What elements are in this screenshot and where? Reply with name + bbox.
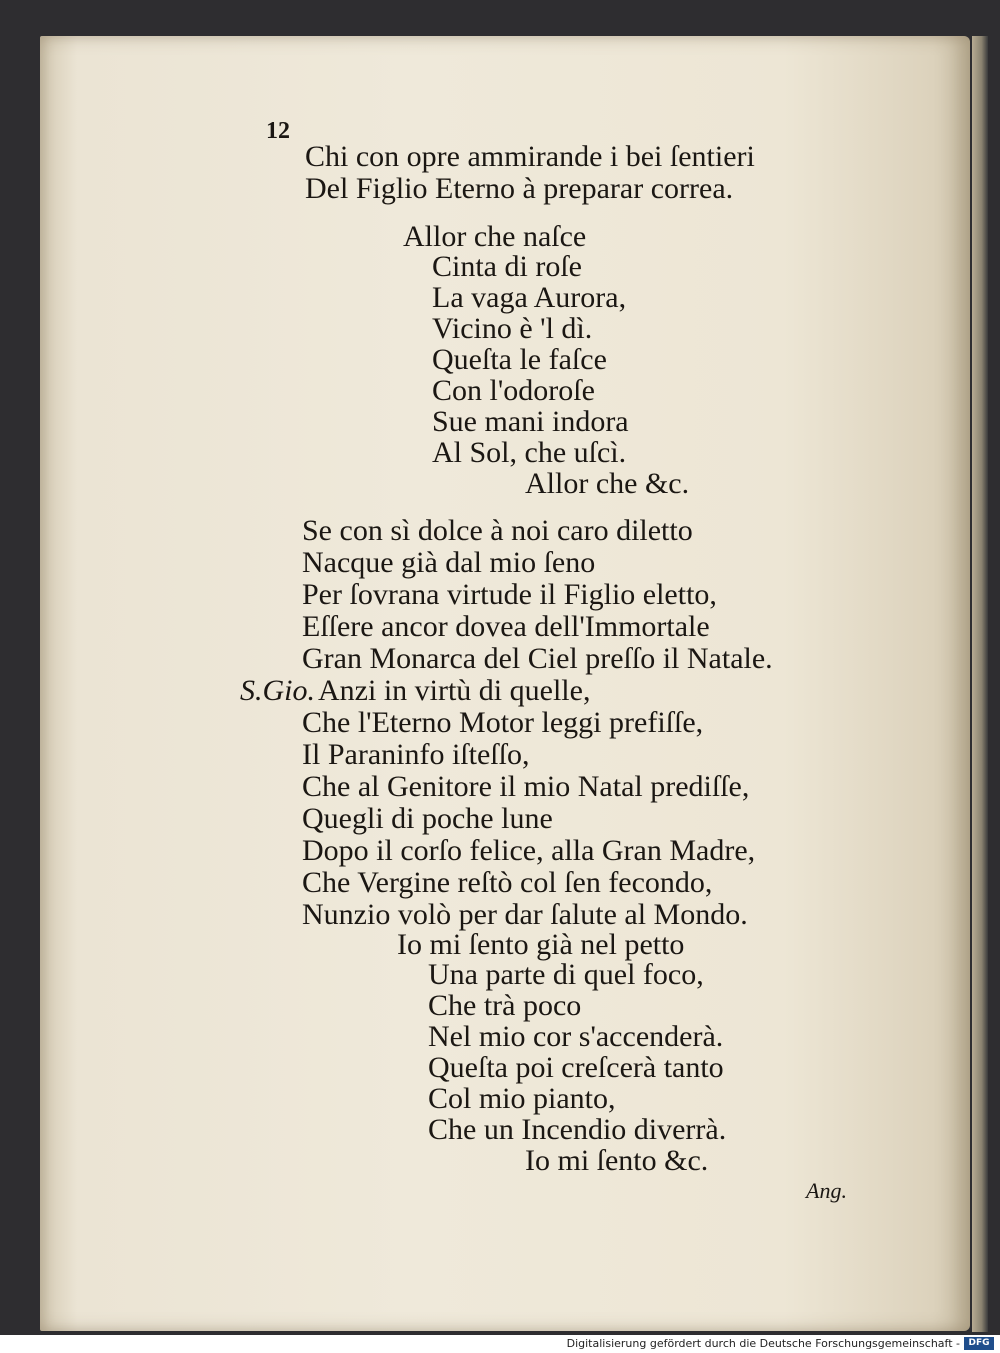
aria-line: Vicino è 'l dì. xyxy=(432,312,593,345)
verse-line: Che Vergine reſtò col ſen fecondo, xyxy=(302,866,713,899)
verse-line: Dopo il corſo felice, alla Gran Madre, xyxy=(302,834,756,867)
aria-line: Nel mio cor s'accenderà. xyxy=(428,1020,724,1053)
verse-line: Eſſere ancor dovea dell'Immortale xyxy=(302,610,710,643)
page-number: 12 xyxy=(266,118,290,144)
aria-line: Col mio pianto, xyxy=(428,1082,616,1115)
verse-line: Quegli di poche lune xyxy=(302,802,553,835)
aria-line: La vaga Aurora, xyxy=(432,281,627,314)
aria-line: Allor che naſce xyxy=(403,220,587,253)
dfg-logo: DFG xyxy=(964,1337,994,1350)
verse-line: Per ſovrana virtude il Figlio eletto, xyxy=(302,578,717,611)
aria-line: Al Sol, che uſcì. xyxy=(432,436,627,469)
verse-line: Che l'Eterno Motor leggi prefiſſe, xyxy=(302,706,704,739)
digitization-footer xyxy=(0,1335,1000,1353)
aria-line: Queſta le faſce xyxy=(432,343,607,376)
aria-line: Una parte di quel foco, xyxy=(428,958,704,991)
verse-line: Chi con opre ammirande i bei ſentieri xyxy=(305,140,755,173)
aria-repeat: Allor che &c. xyxy=(525,467,690,500)
verse-line: Nacque già dal mio ſeno xyxy=(302,546,596,579)
aria-line: Cinta di roſe xyxy=(432,250,582,283)
verse-line: Gran Monarca del Ciel preſſo il Natale. xyxy=(302,642,773,675)
aria-line: Che trà poco xyxy=(428,989,582,1022)
speaker-label: S.Gio. xyxy=(240,674,315,707)
verse-line: Se con sì dolce à noi caro diletto xyxy=(302,514,693,547)
verse-line: Del Figlio Eterno à preparar correa. xyxy=(305,172,734,205)
funding-credit: Digitalisierung gefördert durch die Deutsche Forschungsgemeinschaft - xyxy=(566,1337,960,1350)
aria-repeat: Io mi ſento &c. xyxy=(525,1144,709,1177)
aria-line: Sue mani indora xyxy=(432,405,629,438)
aria-line: Che un Incendio diverrà. xyxy=(428,1113,727,1146)
verse-line: Anzi in virtù di quelle, xyxy=(318,674,591,707)
verse-line: Che al Genitore il mio Natal prediſſe, xyxy=(302,770,750,803)
aria-line: Con l'odoroſe xyxy=(432,374,595,407)
aria-line: Io mi ſento già nel petto xyxy=(397,928,685,961)
aria-line: Queſta poi creſcerà tanto xyxy=(428,1051,724,1084)
verse-line: Nunzio volò per dar ſalute al Mondo. xyxy=(302,898,748,931)
catchword: Ang. xyxy=(806,1178,847,1203)
verse-line: Il Paraninfo iſteſſo, xyxy=(302,738,530,771)
